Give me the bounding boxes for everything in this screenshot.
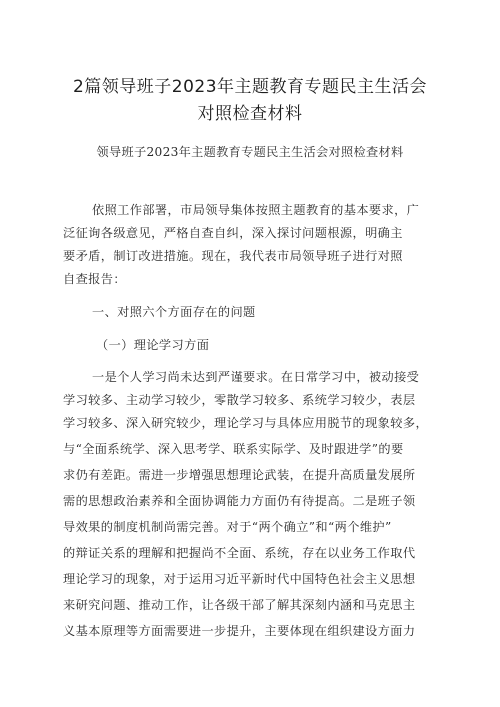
body-line: 导效果的制度机制尚需完善。对于“两个确立”和“两个维护” [63,520,392,534]
document-subtitle: 领导班子2023年主题教育专题民主生活会对照检查材料 [96,145,404,159]
body-line: 需的思想政治素养和全面协调能力方面仍有待提高。二是班子领 [63,494,416,508]
body-line: 一是个人学习尚未达到严谨要求。在日常学习中，被动接受 [92,370,420,384]
body-line: 义基本原理等方面需要进一步提升，主要体现在组织建设方面力 [63,624,416,638]
document-title-line-2: 对照检查材料 [197,104,303,124]
section-heading: 一、对照六个方面存在的问题 [92,305,256,319]
intro-line: 泛征询各级意见，严格自查自纠，深入探讨问题根源，明确主 [63,226,403,240]
document-title-line-1: 2篇领导班子2023年主题教育专题民主生活会 [72,77,428,97]
body-line: 学习较多、主动学习较少，零散学习较多、系统学习较少，表层 [63,393,416,407]
subsection-heading: （一）理论学习方面 [96,338,210,352]
body-line: 求仍有差距。需进一步增强思想理论武装，在提升高质量发展所 [63,468,416,482]
body-line: 的辩证关系的理解和把握尚不全面、系统，存在以业务工作取代 [63,546,416,560]
body-line: 理论学习的现象，对于运用习近平新时代中国特色社会主义思想 [63,572,416,586]
body-line: 学习较多、深入研究较少，理论学习与具体应用脱节的现象较多， [63,416,429,430]
intro-line: 要矛盾，制订改进措施。现在，我代表市局领导班子进行对照 [63,249,403,263]
body-line: 来研究问题、推动工作，让各级干部了解其深刻内涵和马克思主 [63,598,416,612]
intro-line: 自查报告： [63,272,126,286]
body-line: 与“全面系统学、深入思考学、联系实际学、及时跟进学”的要 [63,442,404,456]
intro-line: 依照工作部署，市局领导集体按照主题教育的基本要求，广 [92,203,420,217]
